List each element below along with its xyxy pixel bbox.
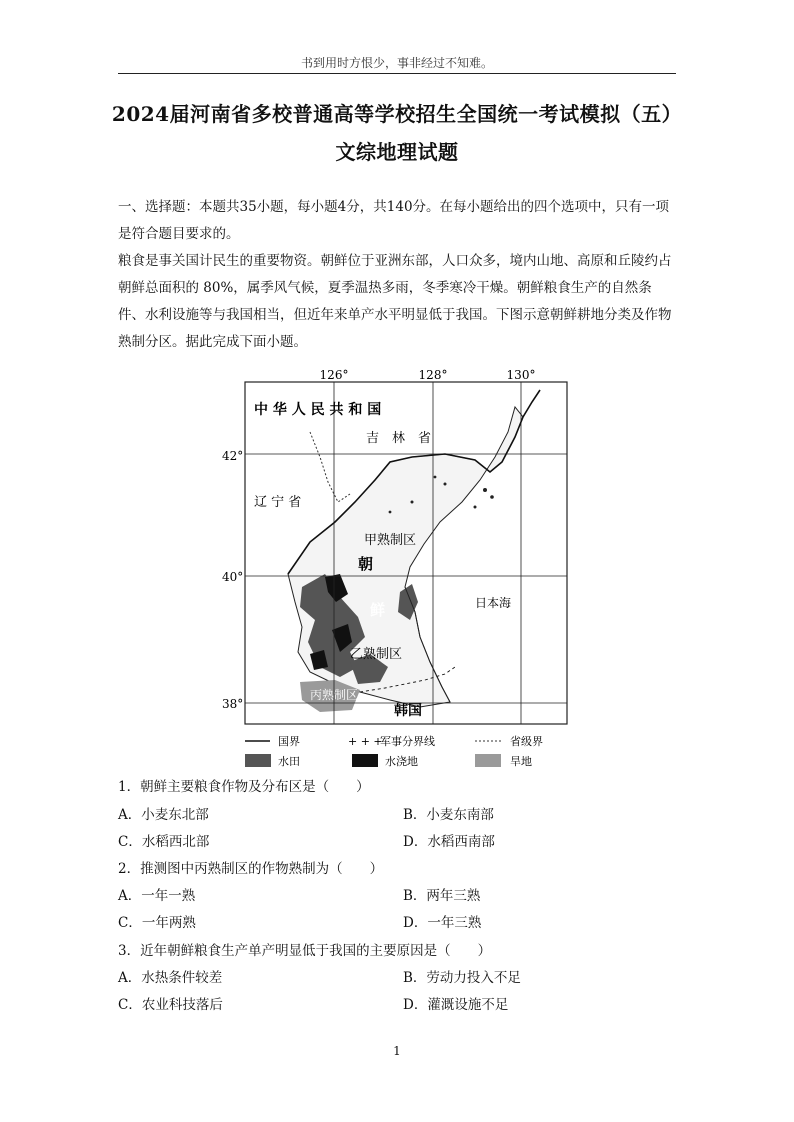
legend-irrigated: 水浇地: [385, 755, 418, 768]
page-number: 1: [393, 1044, 401, 1058]
lon-label-128: 128°: [418, 368, 448, 382]
q1-option-d[interactable]: D．水稻西南部: [403, 834, 495, 850]
legend-province: 省级界: [510, 735, 543, 748]
lat-label-42: 42°: [222, 449, 244, 463]
label-zone-c: 丙熟制区: [310, 688, 359, 702]
korea-farmland-map: [222, 362, 580, 772]
lat-label-40: 40°: [222, 570, 244, 584]
lon-label-126: 126°: [319, 368, 349, 382]
label-china: 中 华 人 民 共 和 国: [254, 402, 382, 418]
header-rule: [118, 73, 676, 74]
label-korea-2: 鲜: [370, 601, 386, 619]
q1-option-b[interactable]: B．小麦东南部: [403, 807, 494, 823]
q1-option-c[interactable]: C．水稻西北部: [118, 834, 210, 850]
legend-dryland: 旱地: [510, 755, 532, 768]
q2-option-c[interactable]: C．一年两熟: [118, 915, 196, 931]
legend-military-symbol: + + +: [348, 735, 383, 748]
q3-option-d[interactable]: D．灌溉设施不足: [403, 997, 509, 1013]
label-korea-1: 朝: [358, 555, 374, 573]
q1-option-a[interactable]: A．小麦东北部: [118, 807, 209, 823]
q3-option-a[interactable]: A．水热条件较差: [118, 970, 223, 986]
legend-military: 军事分界线: [380, 735, 435, 748]
label-liaoning: 辽 宁 省: [254, 495, 302, 510]
label-jilin: 吉 林 省: [366, 431, 432, 446]
legend-border: 国界: [278, 735, 300, 748]
q2-option-b[interactable]: B．两年三熟: [403, 888, 481, 904]
q2-option-a[interactable]: A．一年一熟: [118, 888, 196, 904]
section-instruction: 一、选择题：本题共35小题，每小题4分，共140分。在每小题给出的四个选项中，只有一项是符合题目要求的。: [118, 199, 670, 242]
question-1-stem: 1．朝鲜主要粮食作物及分布区是（ ）: [118, 779, 370, 795]
label-south-korea: 韩国: [394, 703, 422, 719]
q2-option-d[interactable]: D．一年三熟: [403, 915, 482, 931]
map-legend: [245, 734, 543, 768]
question-passage: 粮食是事关国计民生的重要物资。朝鲜位于亚洲东部，人口众多，境内山地、高原和丘陵约占朝鲜总面积的 80%，属季风气候，夏季温热多雨，冬季寒冷干燥。朝鲜粮食生产的自然条件、水利设施等与我国相当，但近年来单产水平明显低于我国。下图示意朝鲜耕地分类及作物熟制分区。据此完成下面小题。: [118, 253, 672, 350]
q3-option-b[interactable]: B．劳动力投入不足: [403, 970, 521, 986]
exam-title: 2024届河南省多校普通高等学校招生全国统一考试模拟（五）: [111, 102, 683, 126]
lat-label-38: 38°: [222, 697, 244, 711]
label-zone-b: 乙熟制区: [350, 647, 403, 662]
legend-paddy: 水田: [278, 755, 300, 768]
label-zone-a: 甲熟制区: [364, 533, 417, 548]
q3-option-c[interactable]: C．农业科技落后: [118, 997, 223, 1013]
header-motto: 书到用时方恨少，事非经过不知难。: [300, 56, 493, 70]
exam-subtitle: 文综地理试题: [335, 140, 459, 164]
question-2-stem: 2．推测图中丙熟制区的作物熟制为（ ）: [118, 861, 384, 877]
lon-label-130: 130°: [506, 368, 536, 382]
question-3-stem: 3．近年朝鲜粮食生产单产明显低于我国的主要原因是（ ）: [118, 943, 492, 959]
label-sea: 日本海: [475, 596, 512, 610]
